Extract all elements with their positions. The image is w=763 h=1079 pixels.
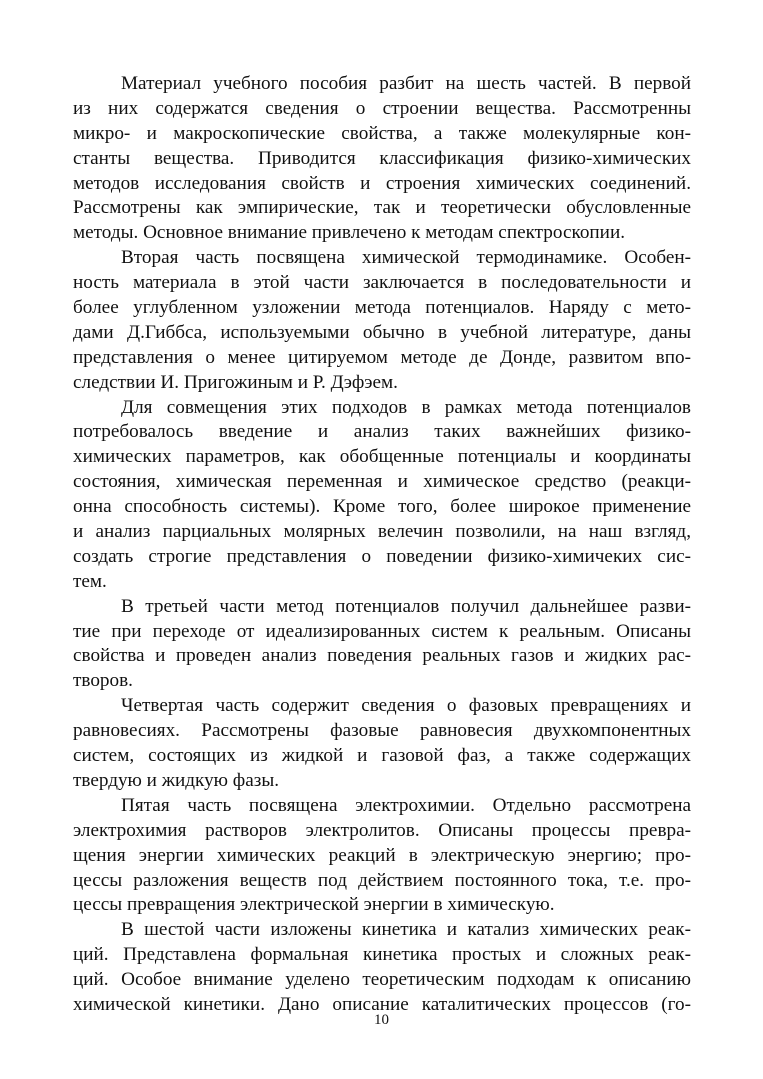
text-line: более углубленном узложении метода потенциалов. Наряду с мето- xyxy=(73,297,691,319)
text-line: микро- и макроскопические свойства, а также молекулярные кон- xyxy=(73,122,691,144)
paragraph-part-four xyxy=(73,694,691,794)
text-line: методов исследования свойств и строения химических соединений. xyxy=(73,172,691,194)
text-line: систем, состоящих из жидкой и газовой фаз, а также содержащих xyxy=(73,745,691,767)
text-line: Пятая часть посвящена электрохимии. Отдельно рассмотрена xyxy=(121,794,691,816)
text-line: Четвертая часть содержит сведения о фазовых превращениях и xyxy=(121,695,691,717)
text-line: онна способность системы). Кроме того, более широкое применение xyxy=(73,496,691,518)
text-line: В шестой части изложены кинетика и катализ химических реак- xyxy=(121,919,691,941)
text-line: В третьей части метод потенциалов получил дальнейшее разви- xyxy=(121,595,691,617)
page-number: 10 xyxy=(374,1012,389,1028)
text-line: Вторая часть посвящена химической термодинамике. Особен- xyxy=(121,247,691,269)
text-line: станты вещества. Приводится классификация физико-химических xyxy=(73,147,691,169)
text-line: цессы разложения веществ под действием постоянного тока, т.е. про- xyxy=(73,869,691,891)
text-line: равновесиях. Рассмотрены фазовые равновесия двухкомпонентных xyxy=(73,720,691,742)
paragraph-methods xyxy=(73,396,691,595)
text-line: свойства и проведен анализ поведения реальных газов и жидких рас- xyxy=(73,645,691,667)
text-line: ций. Особое внимание уделено теоретическим подходам к описанию xyxy=(73,969,691,991)
text-line: из них содержатся сведения о строении вещества. Рассмотренны xyxy=(73,97,691,119)
text-line: творов. xyxy=(73,670,133,692)
text-line: ность материала в этой части заключается в последовательности и xyxy=(73,272,691,294)
body-text xyxy=(73,72,691,1018)
text-line: ций. Представлена формальная кинетика простых и сложных реак- xyxy=(73,944,691,966)
text-line: представления о менее цитируемом методе де Донде, развитом впо- xyxy=(73,346,691,368)
text-line: тем. xyxy=(73,570,107,592)
text-line: твердую и жидкую фазы. xyxy=(73,769,280,791)
text-line: потребовалось введение и анализ таких важнейших физико- xyxy=(73,421,691,443)
paragraph-part-three xyxy=(73,595,691,695)
text-line: Материал учебного пособия разбит на шесть частей. В первой xyxy=(121,73,691,94)
paragraph-part-one xyxy=(73,72,691,246)
paragraph-part-two xyxy=(73,246,691,395)
paragraph-part-five xyxy=(73,794,691,918)
text-line: следствии И. Пригожиным и Р. Дэфэем. xyxy=(73,371,398,393)
text-line: создать строгие представления о поведении физико-химичеких сис- xyxy=(73,545,691,567)
text-line: химических параметров, как обобщенные потенциалы и координаты xyxy=(73,446,691,468)
text-line: тие при переходе от идеализированных систем к реальным. Описаны xyxy=(73,620,691,642)
text-line: электрохимия растворов электролитов. Описаны процессы превра- xyxy=(73,819,691,841)
text-line: Рассмотрены как эмпирические, так и теоретически обусловленные xyxy=(73,197,691,219)
text-line: и анализ парциальных молярных велечин позволили, на наш взгляд, xyxy=(73,521,691,543)
text-line: состояния, химическая переменная и химическое средство (реакци- xyxy=(73,471,691,493)
text-line: дами Д.Гиббса, используемыми обычно в учебной литературе, даны xyxy=(73,321,691,343)
text-line: цессы превращения электрической энергии в химическую. xyxy=(73,894,555,916)
text-line: Для совмещения этих подходов в рамках метода потенциалов xyxy=(121,396,691,418)
text-line: щения энергии химических реакций в электрическую энергию; про- xyxy=(73,844,691,866)
text-line: химической кинетики. Дано описание каталитических процессов (го- xyxy=(73,993,691,1015)
paragraph-part-six xyxy=(73,918,691,1018)
text-line: методы. Основное внимание привлечено к методам спектроскопии. xyxy=(73,222,626,244)
